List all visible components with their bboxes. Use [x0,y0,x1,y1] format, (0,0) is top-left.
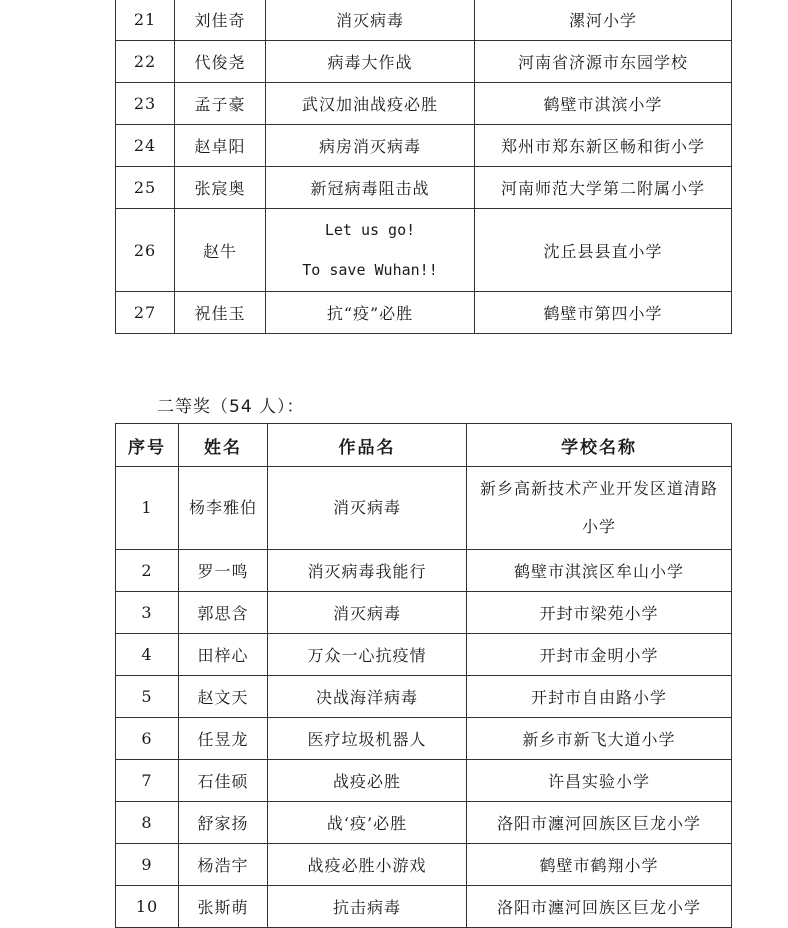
work-title: 抗击病毒 [268,886,467,928]
work-title: 武汉加油战疫必胜 [266,83,475,125]
row-number: 6 [116,718,179,760]
row-number: 22 [116,41,175,83]
work-title: 病毒大作战 [266,41,475,83]
student-name: 刘佳奇 [175,0,266,41]
row-number: 25 [116,167,175,209]
row-number: 21 [116,0,175,41]
student-name: 田梓心 [179,634,268,676]
table-row [116,209,732,292]
table-row [116,125,732,167]
work-title [266,209,475,292]
header-name: 姓名 [179,424,268,467]
work-title-line-1: Let us go! [324,221,416,239]
student-name: 赵卓阳 [175,125,266,167]
work-title: 消灭病毒 [268,592,467,634]
school-name: 鹤壁市鹤翔小学 [467,844,732,886]
table-row [116,41,732,83]
work-title: 消灭病毒我能行 [268,550,467,592]
table-row [116,292,732,334]
row-number: 9 [116,844,179,886]
school-name: 漯河小学 [475,0,732,41]
school-name: 新乡市新飞大道小学 [467,718,732,760]
school-name: 鹤壁市第四小学 [475,292,732,334]
school-name: 开封市金明小学 [467,634,732,676]
table-row [116,886,732,928]
student-name: 杨李雅伯 [179,467,268,550]
school-name: 沈丘县县直小学 [475,209,732,292]
student-name: 任昱龙 [179,718,268,760]
table-row [116,844,732,886]
student-name: 罗一鸣 [179,550,268,592]
row-number: 23 [116,83,175,125]
header-number: 序号 [116,424,179,467]
student-name: 孟子豪 [175,83,266,125]
row-number: 1 [116,467,179,550]
table-header-row [116,424,732,467]
row-number: 8 [116,802,179,844]
school-name: 开封市自由路小学 [467,676,732,718]
school-name: 郑州市郑东新区畅和街小学 [475,125,732,167]
student-name: 郭思含 [179,592,268,634]
school-name: 河南省济源市东园学校 [475,41,732,83]
row-number: 7 [116,760,179,802]
school-name [467,467,732,550]
table-row [116,167,732,209]
work-title-line-2: To save Wuhan!! [302,261,438,279]
row-number: 2 [116,550,179,592]
work-title: 决战海洋病毒 [268,676,467,718]
student-name: 代俊尧 [175,41,266,83]
row-number: 27 [116,292,175,334]
work-title: 消灭病毒 [266,0,475,41]
work-title: 抗“疫”必胜 [266,292,475,334]
work-title: 战疫必胜小游戏 [268,844,467,886]
school-name: 鹤壁市淇滨区牟山小学 [467,550,732,592]
second-prize-heading: 二等奖（54 人）： [157,397,305,417]
school-name: 许昌实验小学 [467,760,732,802]
row-number: 4 [116,634,179,676]
student-name: 张斯萌 [179,886,268,928]
header-work: 作品名 [268,424,467,467]
school-name: 洛阳市瀍河回族区巨龙小学 [467,886,732,928]
work-title: 消灭病毒 [268,467,467,550]
work-title: 医疗垃圾机器人 [268,718,467,760]
school-name: 河南师范大学第二附属小学 [475,167,732,209]
table-row [116,0,732,41]
header-school: 学校名称 [467,424,732,467]
school-name: 开封市梁苑小学 [467,592,732,634]
row-number: 26 [116,209,175,292]
student-name: 杨浩宇 [179,844,268,886]
student-name: 赵牛 [175,209,266,292]
work-title: 新冠病毒阻击战 [266,167,475,209]
student-name: 舒家扬 [179,802,268,844]
table-row [116,550,732,592]
row-number: 3 [116,592,179,634]
student-name: 石佳硕 [179,760,268,802]
table-row [116,802,732,844]
second-prize-table [115,423,732,928]
school-name-text: 新乡高新技术产业开发区道清路小学 [479,479,718,536]
row-number: 10 [116,886,179,928]
table-row [116,592,732,634]
student-name: 赵文天 [179,676,268,718]
work-title: 战疫必胜 [268,760,467,802]
table-row [116,467,732,550]
awards-table-continued [115,0,732,334]
table-row [116,83,732,125]
work-title: 病房消灭病毒 [266,125,475,167]
student-name: 祝佳玉 [175,292,266,334]
work-title: 战‘疫’必胜 [268,802,467,844]
row-number: 24 [116,125,175,167]
table-row [116,676,732,718]
school-name: 鹤壁市淇滨小学 [475,83,732,125]
table-row [116,760,732,802]
work-title: 万众一心抗疫情 [268,634,467,676]
table-row [116,718,732,760]
school-name: 洛阳市瀍河回族区巨龙小学 [467,802,732,844]
row-number: 5 [116,676,179,718]
student-name: 张宸奥 [175,167,266,209]
table-row [116,634,732,676]
